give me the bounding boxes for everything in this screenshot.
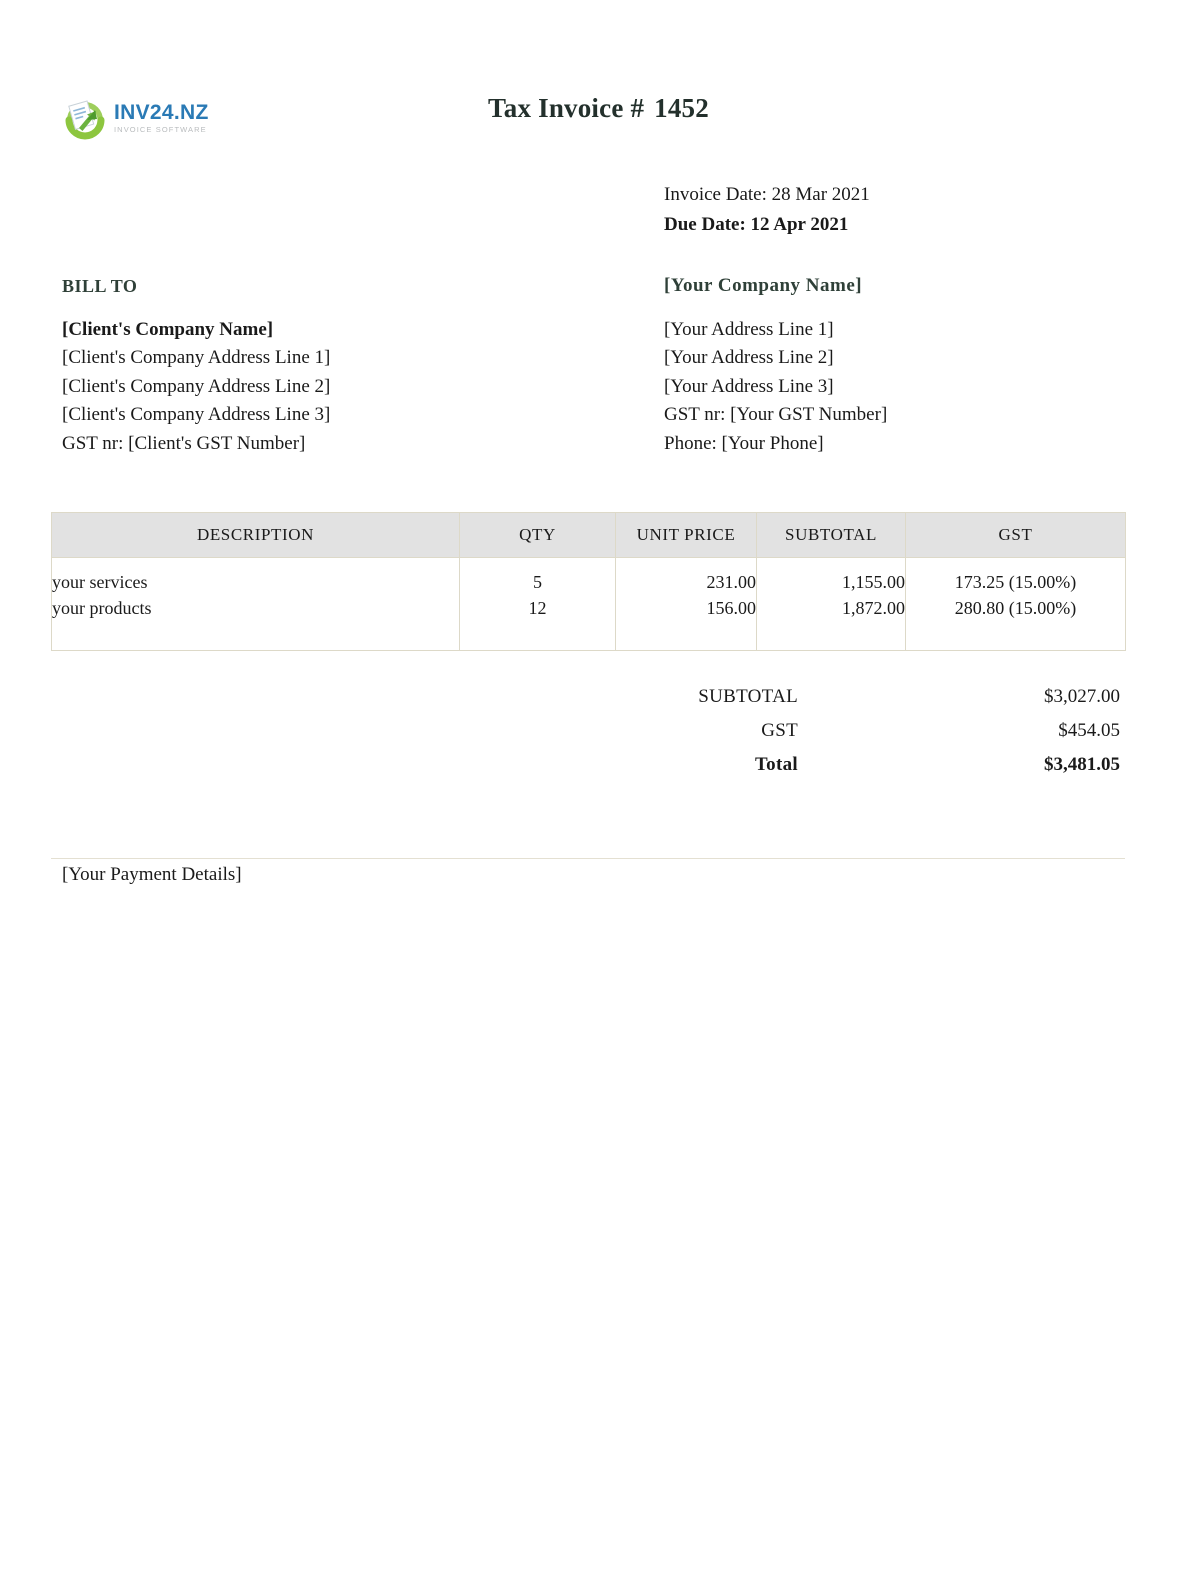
item-gst: 173.25 (15.00%) <box>954 572 1077 592</box>
item-description: your services <box>52 572 148 592</box>
item-qty: 12 <box>528 597 547 618</box>
column-header-unit-price: UNIT PRICE <box>616 513 757 558</box>
qty-stack <box>460 570 615 621</box>
invoice-number: 1452 <box>654 93 709 123</box>
column-header-description: DESCRIPTION <box>52 513 460 558</box>
your-phone: Phone: [Your Phone] <box>664 432 824 454</box>
gst-value: $454.05 <box>1058 720 1120 741</box>
line-items-table <box>51 512 1126 651</box>
your-gst-number: GST nr: [Your GST Number] <box>664 404 888 425</box>
totals-row-gst <box>560 720 1120 754</box>
total-value: $3,481.05 <box>1044 754 1120 775</box>
totals-row-subtotal <box>560 686 1120 720</box>
document-title-text: Tax Invoice # <box>488 93 645 123</box>
cell-qty <box>460 558 616 651</box>
due-date: Due Date: 12 Apr 2021 <box>664 214 849 235</box>
column-header-subtotal: SUBTOTAL <box>757 513 906 558</box>
brand-name: INV24.NZ <box>114 101 209 125</box>
client-address-line-3: [Client's Company Address Line 3] <box>62 404 331 425</box>
totals-section <box>560 686 1120 788</box>
item-unit-price: 156.00 <box>706 597 756 618</box>
item-qty: 5 <box>533 572 542 592</box>
cell-description <box>52 558 460 651</box>
your-address-line-2: [Your Address Line 2] <box>664 347 834 368</box>
page-title <box>0 93 1197 124</box>
brand-tagline: INVOICE SOFTWARE <box>114 125 207 135</box>
client-gst-number: GST nr: [Client's GST Number] <box>62 432 306 454</box>
description-stack <box>52 570 459 621</box>
your-address-line-3: [Your Address Line 3] <box>664 375 834 397</box>
totals-row-total <box>560 754 1120 788</box>
your-company-name: [Your Company Name] <box>664 275 863 296</box>
gst-label: GST <box>761 720 798 741</box>
invoice-date: Invoice Date: 28 Mar 2021 <box>664 184 870 205</box>
gst-stack <box>906 570 1125 621</box>
column-header-gst: GST <box>906 513 1126 558</box>
cell-subtotal <box>757 558 906 651</box>
from-company-block <box>664 272 887 458</box>
item-gst: 280.80 (15.00%) <box>954 597 1077 618</box>
bill-to-block <box>62 272 330 458</box>
table-header-row <box>52 513 1126 558</box>
unit-price-stack <box>616 570 756 621</box>
cell-gst <box>906 558 1126 651</box>
line-items-header <box>52 513 1126 558</box>
payment-details: [Your Payment Details] <box>62 864 242 885</box>
client-address-line-2: [Client's Company Address Line 2] <box>62 375 331 397</box>
invoice-dates <box>664 180 870 240</box>
item-subtotal: 1,155.00 <box>842 572 905 592</box>
subtotal-stack <box>757 570 905 621</box>
client-company-name: [Client's Company Name] <box>62 318 274 340</box>
client-address-line-1: [Client's Company Address Line 1] <box>62 347 331 368</box>
bill-to-heading: BILL TO <box>62 276 138 296</box>
item-unit-price: 231.00 <box>706 572 756 592</box>
subtotal-value: $3,027.00 <box>1044 686 1120 707</box>
invoice-header <box>0 0 1197 170</box>
footer-divider <box>51 858 1125 859</box>
item-subtotal: 1,872.00 <box>842 597 905 618</box>
cell-unit-price <box>616 558 757 651</box>
table-row <box>52 558 1126 651</box>
your-address-line-1: [Your Address Line 1] <box>664 318 834 340</box>
total-label: Total <box>754 754 798 775</box>
subtotal-label: SUBTOTAL <box>698 686 798 707</box>
line-items-body <box>52 558 1126 651</box>
column-header-qty: QTY <box>460 513 616 558</box>
item-description: your products <box>52 597 152 618</box>
